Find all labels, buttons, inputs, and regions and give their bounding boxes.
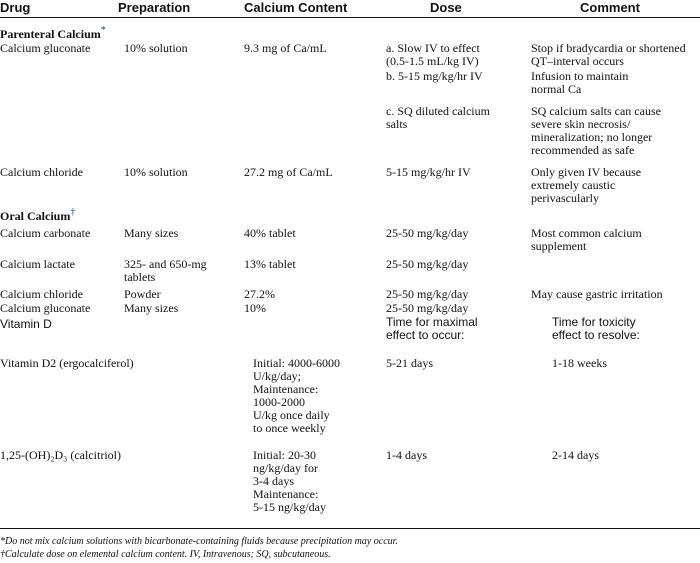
- calcitriol-drug: 1,25-(OH)₂D₃ (calcitriol): [0, 448, 121, 462]
- oral-row-dose: 25-50 mg/kg/day: [386, 257, 469, 271]
- calcitriol-toxicity: 2-14 days: [552, 448, 599, 462]
- gluconate-preparation: 10% solution: [124, 41, 188, 55]
- col-maximal-effect: Time for maximal effect to occur:: [386, 315, 478, 342]
- section-vitamin-d-title: Vitamin D: [0, 317, 52, 331]
- gluconate-dose-a: a. Slow IV to effect (0.5-1.5 mL/kg IV): [386, 41, 480, 68]
- calcitriol-dose: Initial: 20-30 ng/kg/day for 3-4 days Maintenance: 5-15 ng/kg/day: [253, 448, 326, 514]
- oral-row-content: 40% tablet: [244, 226, 296, 240]
- chloride-content: 27.2 mg of Ca/mL: [244, 165, 333, 179]
- oral-row-comment: Most common calcium supplement: [531, 226, 642, 253]
- oral-row-comment: May cause gastric irritation: [531, 287, 663, 301]
- oral-row-dose: 25-50 mg/kg/day: [386, 226, 469, 240]
- oral-row-preparation: Many sizes: [124, 226, 179, 240]
- gluconate-dose-b: b. 5-15 mg/kg/hr IV: [386, 69, 483, 83]
- vitd2-dose: Initial: 4000-6000 U/kg/day; Maintenance: 1000-2000 U/kg once daily to once weekly: [253, 356, 340, 435]
- chloride-preparation: 10% solution: [124, 165, 188, 179]
- calcitriol-maximal: 1-4 days: [386, 448, 427, 462]
- col-toxicity-resolve: Time for toxicity effect to resolve:: [552, 315, 640, 342]
- header-rule: [0, 17, 700, 18]
- gluconate-comment-c: SQ calcium salts can cause severe skin necrosis/ mineralization; no longer recommended as safe: [531, 104, 661, 157]
- oral-row-drug: Calcium lactate: [0, 257, 75, 271]
- oral-row-content: 10%: [244, 301, 266, 315]
- oral-row-drug: Calcium carbonate: [0, 226, 91, 240]
- vitd2-maximal: 5-21 days: [386, 356, 433, 370]
- header-comment: Comment: [580, 0, 640, 15]
- oral-row-preparation: 325- and 650-mg tablets: [124, 257, 207, 284]
- header-preparation: Preparation: [118, 0, 191, 15]
- section-parenteral-title: Parenteral Calcium*: [0, 25, 106, 41]
- chloride-comment: Only given IV because extremely caustic perivascularly: [531, 165, 642, 205]
- oral-row-preparation: Many sizes: [124, 301, 179, 315]
- oral-row-dose: 25-50 mg/kg/day: [386, 287, 469, 301]
- chloride-dose: 5-15 mg/kg/hr IV: [386, 165, 471, 179]
- header-dose: Dose: [430, 0, 462, 15]
- vitd2-drug: Vitamin D2 (ergocalciferol): [0, 356, 134, 370]
- oral-row-drug: Calcium gluconate: [0, 301, 91, 315]
- oral-row-drug: Calcium chloride: [0, 287, 83, 301]
- oral-row-preparation: Powder: [124, 287, 161, 301]
- section-oral-title: Oral Calcium†: [0, 207, 76, 223]
- chloride-drug: Calcium chloride: [0, 165, 83, 179]
- oral-row-dose: 25-50 mg/kg/day: [386, 301, 469, 315]
- vitd2-toxicity: 1-18 weeks: [552, 356, 607, 370]
- oral-row-content: 13% tablet: [244, 257, 296, 271]
- gluconate-comment-a: Stop if bradycardia or shortened QT–interval occurs: [531, 41, 686, 68]
- footnote-star: *Do not mix calcium solutions with bicarbonate-containing fluids because precipitation may occur.: [0, 536, 398, 547]
- footnote-rule: [0, 528, 700, 529]
- oral-row-content: 27.2%: [244, 287, 275, 301]
- gluconate-comment-b: Infusion to maintain normal Ca: [531, 69, 629, 96]
- footnote-dagger: †Calculate dose on elemental calcium content. IV, Intravenous; SQ, subcutaneous.: [0, 549, 331, 560]
- gluconate-dose-c: c. SQ diluted calcium salts: [386, 104, 490, 131]
- header-calcium-content: Calcium Content: [244, 0, 348, 15]
- header-drug: Drug: [0, 0, 31, 15]
- gluconate-content: 9.3 mg of Ca/mL: [244, 41, 327, 55]
- gluconate-drug: Calcium gluconate: [0, 41, 91, 55]
